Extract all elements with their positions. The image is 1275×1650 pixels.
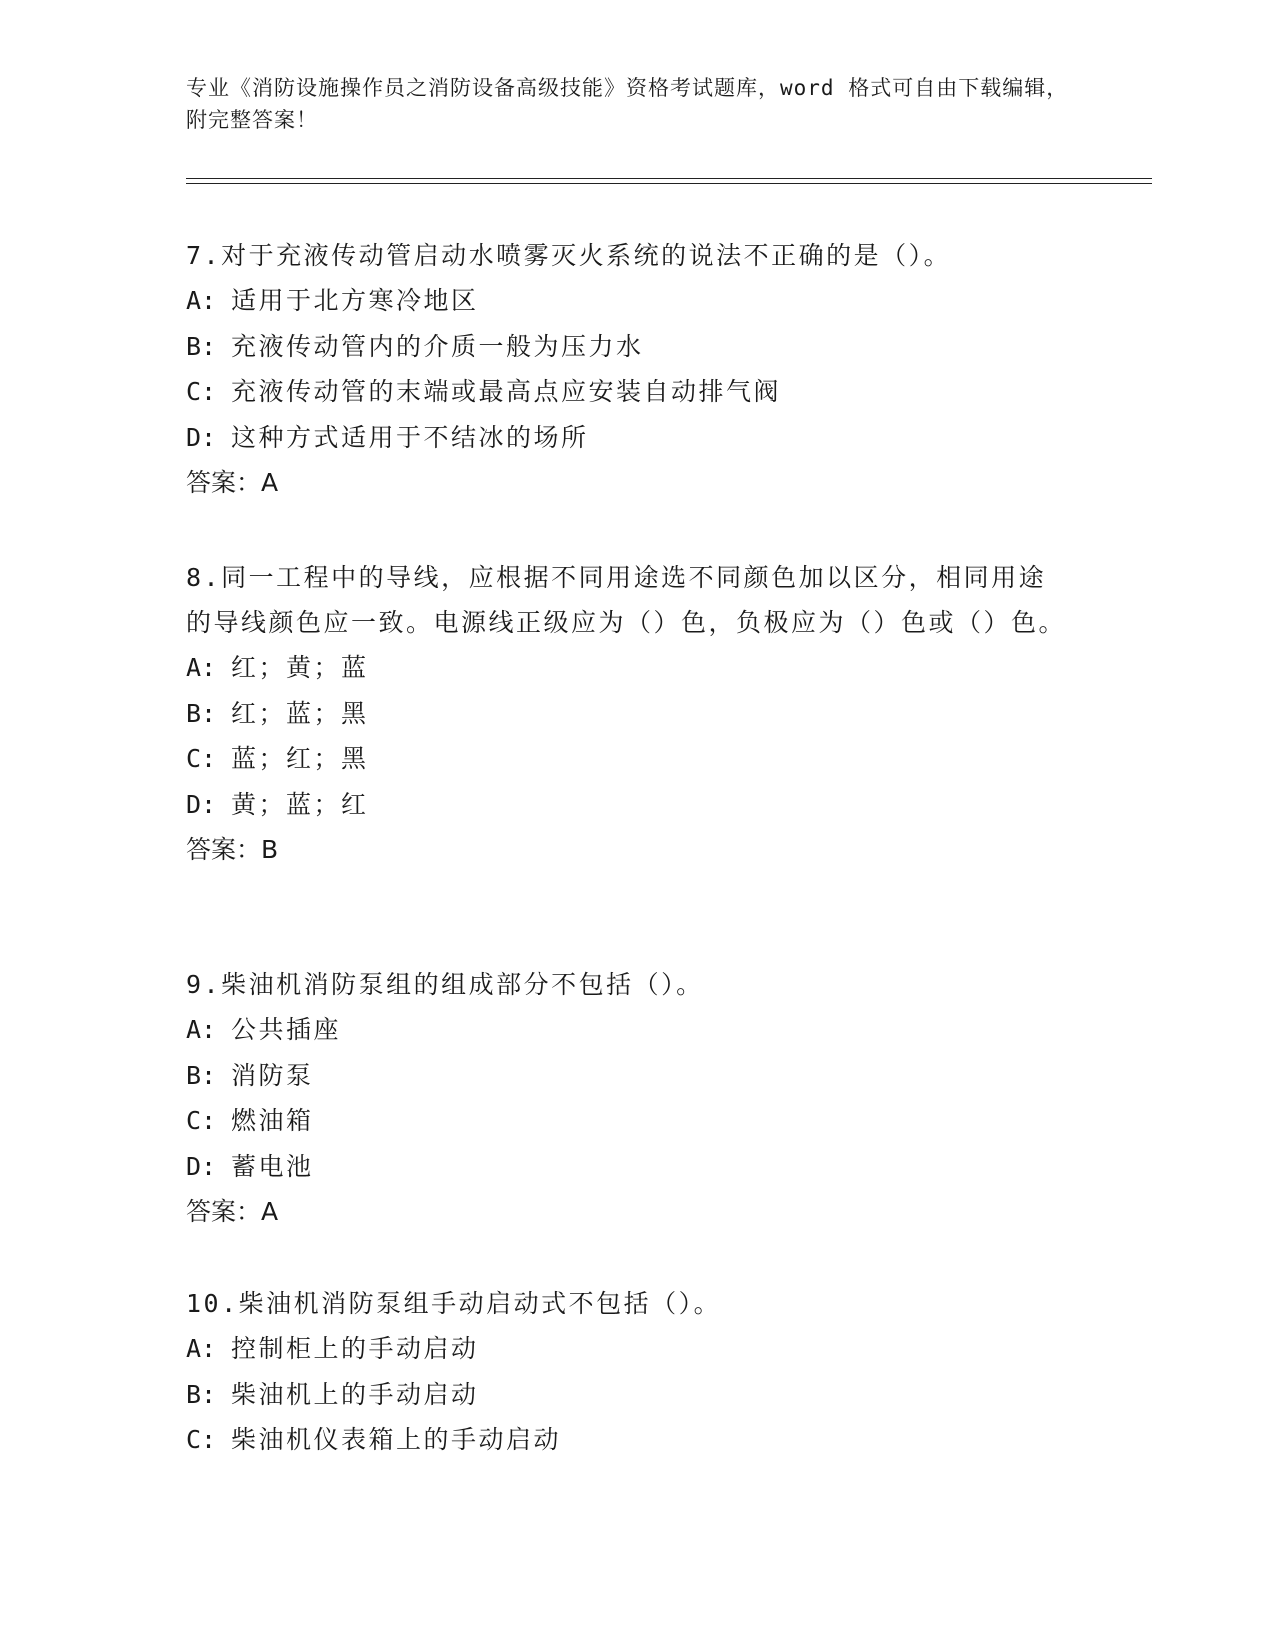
header-divider-top [186, 178, 1152, 179]
answer: 答案：A [186, 468, 279, 497]
option-label: B: [186, 1379, 217, 1409]
option-b [186, 1372, 1066, 1418]
option-text: 消防泵 [231, 1060, 314, 1090]
option-text: 柴油机仪表箱上的手动启动 [231, 1425, 562, 1454]
option-c [186, 369, 1066, 415]
option-label: C: [186, 744, 217, 773]
option-label: D: [186, 789, 217, 819]
answer: 答案：A [186, 1197, 279, 1226]
option-label: D: [186, 422, 217, 452]
question-8 [186, 555, 1066, 872]
option-c [186, 1417, 1066, 1463]
option-label: A: [186, 653, 217, 682]
option-label: C: [186, 1425, 217, 1454]
option-d [186, 782, 1066, 828]
option-d [186, 1144, 1066, 1190]
option-b [186, 691, 1066, 737]
question-stem: 10.柴油机消防泵组手动启动式不包括（）。 [186, 1289, 722, 1318]
document-header: 专业《消防设施操作员之消防设备高级技能》资格考试题库，word 格式可自由下载编辑，附完整答案！ [186, 76, 1069, 132]
option-d [186, 415, 1066, 461]
option-b [186, 1053, 1066, 1099]
option-text: 这种方式适用于不结冰的场所 [231, 422, 589, 452]
option-label: B: [186, 1060, 217, 1090]
option-text: 红；蓝；黑 [231, 698, 369, 728]
option-text: 蓝；红；黑 [231, 744, 369, 773]
option-label: A: [186, 1334, 217, 1363]
question-7 [186, 233, 1066, 505]
question-stem: 7.对于充液传动管启动水喷雾灭火系统的说法不正确的是（）。 [186, 241, 952, 270]
option-a [186, 278, 1066, 324]
option-text: 充液传动管内的介质一般为压力水 [231, 331, 644, 361]
option-label: B: [186, 331, 217, 361]
question-stem: 9.柴油机消防泵组的组成部分不包括（）。 [186, 970, 704, 999]
option-text: 柴油机上的手动启动 [231, 1379, 479, 1409]
option-label: B: [186, 698, 217, 728]
option-text: 黄；蓝；红 [231, 789, 369, 819]
option-text: 蓄电池 [231, 1151, 314, 1181]
option-label: A: [186, 286, 217, 315]
option-text: 公共插座 [231, 1015, 342, 1044]
option-label: D: [186, 1151, 217, 1181]
question-stem: 8.同一工程中的导线，应根据不同用途选不同颜色加以区分，相同用途的导线颜色应一致。电源线正级应为（）色，负极应为（）色或（）色。 [186, 563, 1067, 637]
option-text: 适用于北方寒冷地区 [231, 286, 479, 315]
option-text: 控制柜上的手动启动 [231, 1334, 479, 1363]
header-divider-bottom [186, 183, 1152, 184]
option-text: 燃油箱 [231, 1106, 314, 1135]
question-10 [186, 1281, 1066, 1463]
option-c [186, 1098, 1066, 1144]
option-a [186, 1326, 1066, 1372]
option-label: A: [186, 1015, 217, 1044]
option-label: C: [186, 1106, 217, 1135]
option-a [186, 1007, 1066, 1053]
answer: 答案：B [186, 835, 279, 864]
question-9 [186, 962, 1066, 1234]
option-text: 红；黄；蓝 [231, 653, 369, 682]
option-c [186, 736, 1066, 782]
option-a [186, 645, 1066, 691]
option-label: C: [186, 377, 217, 406]
option-b [186, 324, 1066, 370]
option-text: 充液传动管的末端或最高点应安装自动排气阀 [231, 377, 782, 406]
